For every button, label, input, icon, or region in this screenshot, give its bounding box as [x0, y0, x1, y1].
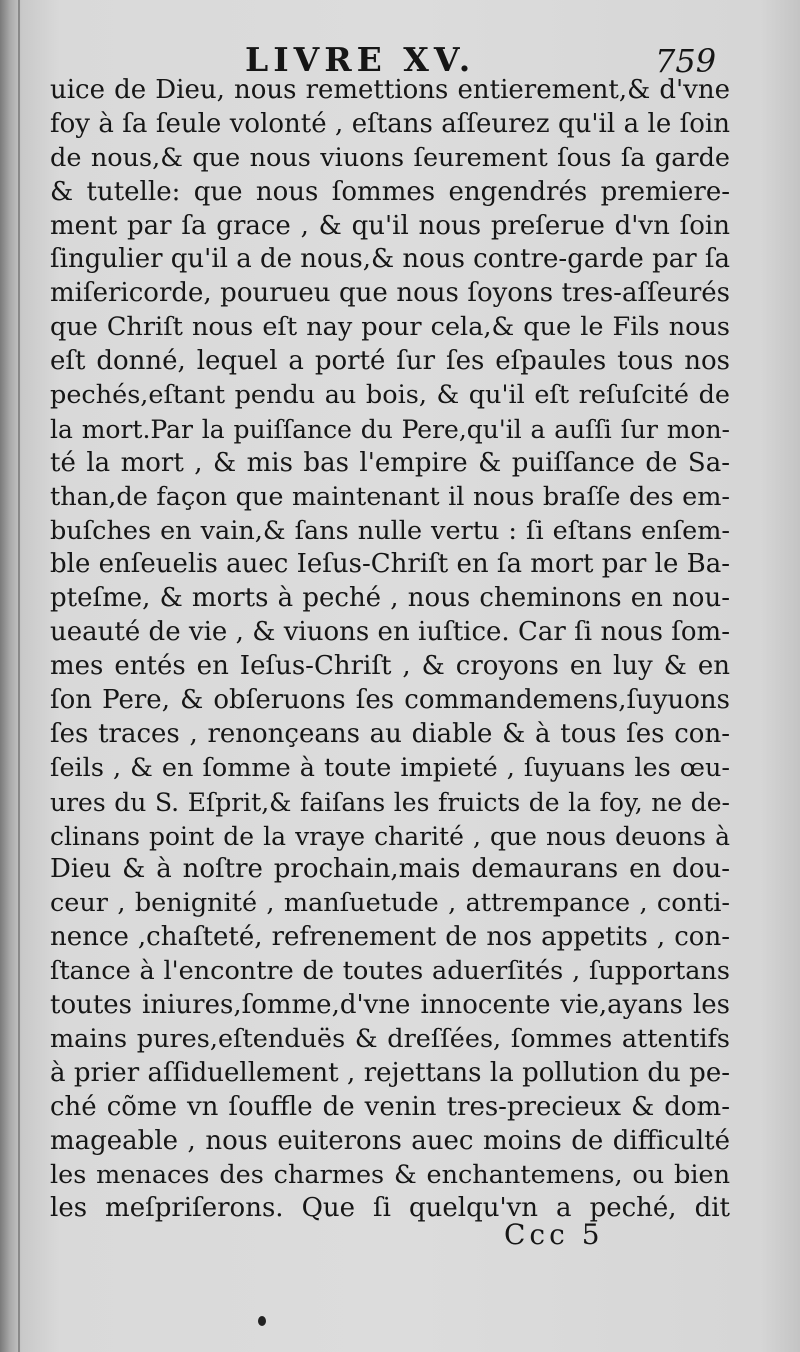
- page-gutter-edge: [18, 0, 20, 1352]
- text-line: ſes traces , renonçeans au diable & à tous ſes con-: [50, 718, 730, 749]
- text-line: ſon Pere, & obſeruons ſes commandemens,ſuyuons: [50, 685, 730, 716]
- text-line: les meſpriſerons. Que ſi quelqu'vn a peché, dit: [50, 1193, 730, 1224]
- text-line: té la mort , & mis bas l'empire & puiſſance de Sa-: [50, 447, 730, 478]
- text-line: mains pures,eſtenduës & dreſſées, ſommes attentifs: [50, 1023, 730, 1054]
- page-number: 759: [655, 42, 717, 80]
- text-line: uice de Dieu, nous remettions entierement,& d'vne: [50, 75, 730, 105]
- text-line: nence ,chaſteté, refrenement de nos appetits , con-: [50, 922, 730, 953]
- ink-spot: [258, 1316, 266, 1326]
- text-line: à prier aſſiduellement , rejettans la pollution du pe-: [50, 1057, 730, 1088]
- text-line: ueauté de vie , & viuons en iuſtice. Car ſi nous ſom-: [50, 617, 730, 648]
- text-line: foy à ſa ſeule volonté , eſtans aſſeurez qu'il a le ſoin: [50, 108, 730, 139]
- text-line: toutes iniures,ſomme,d'vne innocente vie,ayans les: [50, 990, 730, 1021]
- text-line: buſches en vain,& ſans nulle vertu : ſi eſtans enſem-: [50, 515, 730, 546]
- text-line: pechés,eſtant pendu au bois, & qu'il eſt reſuſcité de: [50, 380, 730, 411]
- text-line: de nous,& que nous viuons ſeurement ſous ſa garde: [50, 142, 730, 173]
- text-line: mes entés en Ieſus-Chriſt , & croyons en luy & en: [50, 651, 730, 682]
- text-line: eſt donné, lequel a porté ſur ſes eſpaules tous nos: [50, 346, 730, 377]
- text-line: ures du S. Eſprit,& faiſans les fruicts de la foy, ne de-: [50, 787, 730, 817]
- text-line: ceur , benignité , manſuetude , attrempance , conti-: [50, 888, 730, 919]
- running-head: LIVRE XV.: [245, 40, 476, 79]
- text-line: la mort.Par la puiſſance du Pere,qu'il a auſſi ſur mon-: [50, 414, 730, 444]
- text-line: ſtance à l'encontre de toutes aduerſités , ſupportans: [50, 956, 730, 987]
- text-line: mageable , nous euiterons auec moins de difficulté: [50, 1125, 730, 1156]
- body-text: [50, 74, 730, 1226]
- text-line: ſingulier qu'il a de nous,& nous contre-garde par ſa: [50, 244, 731, 275]
- text-line: ché cõme vn ſouffle de venin tres-precieux & dom-: [50, 1091, 730, 1122]
- text-line: & tutelle: que nous ſommes engendrés premiere-: [50, 176, 730, 207]
- text-line: les menaces des charmes & enchantemens, ou bien: [50, 1159, 730, 1190]
- text-line: than,de façon que maintenant il nous braſſe des em-: [50, 481, 730, 512]
- text-line: Dieu & à noſtre prochain,mais demaurans en dou-: [50, 854, 730, 885]
- text-line: pteſme, & morts à peché , nous cheminons en nou-: [50, 583, 730, 614]
- text-line: que Chriſt nous eſt nay pour cela,& que le Fils nous: [50, 312, 730, 343]
- text-line: ment par ſa grace , & qu'il nous preſerue d'vn ſoin: [50, 210, 730, 241]
- text-line: ble enſeuelis auec Ieſus-Chriſt en ſa mort par le Ba-: [50, 549, 730, 580]
- signature-catchword: Ccc 5: [504, 1218, 604, 1251]
- text-line: ſeils , & en ſomme à toute impieté , ſuyuans les œu-: [50, 752, 730, 783]
- text-line: clinans point de la vraye charité , que nous deuons à: [50, 821, 730, 851]
- text-line: miſericorde, pourueu que nous ſoyons tres-aſſeurés: [50, 278, 730, 309]
